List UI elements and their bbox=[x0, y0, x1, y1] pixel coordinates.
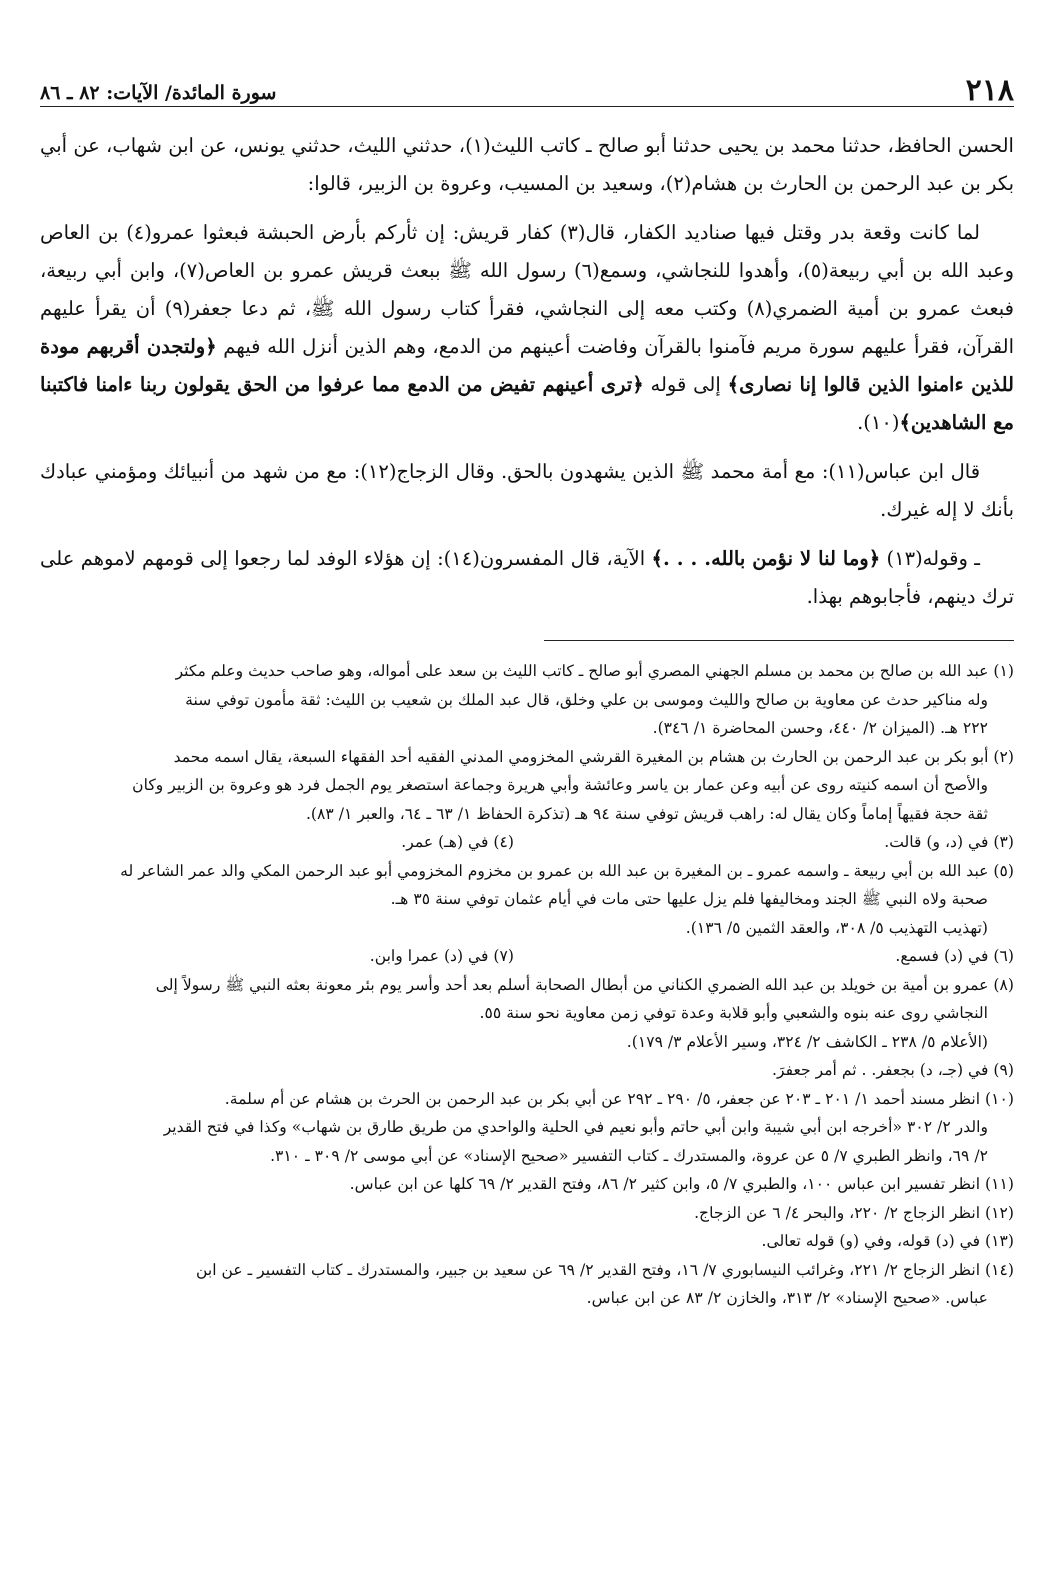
paragraph-narration bbox=[40, 214, 1014, 442]
footnote-7: (٧) في (د) عمرا وابن. bbox=[369, 947, 514, 965]
quran-verse-1: ﴿ولتجدن أقربهم مودة للذين ءامنوا الذين قالوا إنا نصارى﴾ bbox=[40, 335, 1014, 396]
paragraph-ibn-abbas: قال ابن عباس(١١): مع أمة محمد ﷺ الذين يشهدون بالحق. وقال الزجاج(١٢): مع من شهد من أنبيائك ومؤمني عبادك بأنك لا إله غيرك. bbox=[40, 460, 1014, 521]
footnote-6-7-row bbox=[40, 942, 1014, 971]
footnote-5-line-1: (٥) عبد الله بن أبي ربيعة ـ واسمه عمرو ـ بن المغيرة بن عبد الله بن عمرو بن مخزوم المخزومي أبو عبد الرحمن المكي والد عمر الشاعر له bbox=[120, 861, 1014, 880]
footnote-5-line-3: (تهذيب التهذيب ٥/ ٣٠٨، والعقد الثمين ٥/ ١٣٦). bbox=[685, 918, 988, 937]
footnote-14-line-2: عباس. «صحيح الإسناد» ٢/ ٣١٣، والخازن ٢/ ٨٣ عن ابن عباس. bbox=[586, 1289, 988, 1307]
footnote-4: (٤) في (هـ) عمر. bbox=[401, 833, 514, 851]
footnotes bbox=[40, 657, 1014, 1313]
footnote-10-line-2: والدر ٢/ ٣٠٢ «أخرجه ابن أبي شيبة وابن أبي حاتم وأبو نعيم في الحلية والواحدي من طريق طارق بن شهاب» وكذا في فتح القدير bbox=[163, 1118, 988, 1136]
footnote-5-line-2: صحبة ولاه النبي ﷺ الجند ومخاليفها فلم يزل عليها حتى مات في أيام عثمان توفي سنة ٣٥ هـ. bbox=[390, 890, 988, 908]
running-header bbox=[40, 70, 1014, 107]
commentary-end: الآية، قال المفسرون(١٤): إن هؤلاء الوفد لما رجعوا إلى قومهم لاموهم على ترك دينهم، فأجابوهم بهذا. bbox=[40, 547, 1014, 608]
footnote-9: (٩) في (جـ، د) بجعفر. . ثم أمر جعفرَ. bbox=[772, 1061, 1014, 1079]
narration-text: لما كانت وقعة بدر وقتل فيها صناديد الكفار، قال(٣) كفار قريش: إن ثأركم بأرض الحبشة فبعثوا عمرو(٤) بن العاص وعبد الله بن أبي ربيعة(٥)، وأهدوا للنجاشي، وسمع(٦) رسول الله ﷺ ببعث قريش عمرو بن العاص(٧)، وابن أبي ربيعة، فبعث عمرو بن أمية الضمري(٨) وكتب معه إلى النجاشي، فقرأ كتاب رسول الله ﷺ، ثم دعا جعفر(٩) أن يقرأ عليهم القرآن، فقرأ عليهم سورة مريم فآمنوا بالقرآن وفاضت أعينهم من الدمع، وهم الذين أنزل الله فيهم bbox=[40, 221, 1015, 358]
footnote-divider bbox=[544, 640, 1014, 641]
commentary-start: ـ وقوله(١٣) bbox=[880, 547, 980, 570]
footnote-2-line-1: (٢) أبو بكر بن عبد الرحمن بن الحارث بن هشام بن المغيرة القرشي المخزومي المدني الفقيه أحد الفقهاء السبعة، يقال اسمه محمد bbox=[173, 747, 1014, 766]
quran-verse-3: ﴿وما لنا لا نؤمن بالله. . . .﴾ bbox=[651, 547, 881, 570]
footnote-3-4-row bbox=[40, 828, 1014, 857]
quran-verse-2: ﴿ترى أعينهم تفيض من الدمع مما عرفوا من الحق يقولون ربنا ءامنا فاكتبنا مع الشاهدين﴾ bbox=[40, 373, 1014, 434]
footnote-8-line-3: (الأعلام ٥/ ٢٣٨ ـ الكاشف ٢/ ٣٢٤، وسير الأعلام ٣/ ١٧٩). bbox=[626, 1032, 988, 1051]
footnote-6: (٦) في (د) فسمع. bbox=[895, 947, 1014, 965]
footnote-13: (١٣) في (د) قوله، وفي (و) قوله تعالى. bbox=[761, 1232, 1014, 1250]
page-number: ٢١٨ bbox=[965, 73, 1014, 108]
main-text bbox=[40, 127, 1014, 616]
narration-connector: إلى قوله bbox=[643, 373, 728, 396]
footnote-2-line-3: ثقة حجة فقيهاً إماماً وكان يقال له: راهب قريش توفي سنة ٩٤ هـ (تذكرة الحفاظ ١/ ٦٣ ـ ٦٤، والعبر ١/ ٨٣). bbox=[305, 804, 988, 823]
footnote-1-line-2: وله مناكير حدث عن معاوية بن صالح والليث وموسى بن علي وخلق، قال عبد الملك بن شعيب بن الليث: ثقة مأمون توفي سنة bbox=[185, 690, 988, 709]
paragraph-commentary bbox=[40, 540, 1014, 616]
running-title: سورة المائدة/ الآيات: ٨٢ ـ ٨٦ bbox=[40, 82, 277, 104]
footnote-2-line-2: والأصح أن اسمه كنيته روى عن أبيه وعن عمار بن ياسر وعائشة وأبي هريرة وجماعة استصغر يوم الجمل فرد هو وعروة بن الزبير وكان bbox=[132, 776, 988, 794]
footnote-14-line-1: (١٤) انظر الزجاج ٢/ ٢٢١، وغرائب النيسابوري ٧/ ١٦، وفتح القدير ٢/ ٦٩ عن سعيد بن جبير، والمستدرك ـ كتاب التفسير ـ عن ابن bbox=[196, 1260, 1014, 1279]
footnote-1-line-1: (١) عبد الله بن صالح بن محمد بن مسلم الجهني المصري أبو صالح ـ كاتب الليث بن سعد على أمواله، وهو صاحب حديث وعلم مكثر bbox=[175, 662, 1014, 680]
narration-end: (١٠). bbox=[857, 411, 900, 434]
footnote-8-line-2: النجاشي روى عنه بنوه والشعبي وأبو قلابة وعدة توفي زمن معاوية نحو سنة ٥٥. bbox=[479, 1004, 988, 1022]
footnote-1-line-3: ٢٢٢ هـ. (الميزان ٢/ ٤٤٠، وحسن المحاضرة ١/ ٣٤٦). bbox=[652, 719, 988, 737]
footnote-11: (١١) انظر تفسير ابن عباس ١٠٠، والطبري ٧/ ٥، وابن كثير ٢/ ٨٦، وفتح القدير ٢/ ٦٩ كلها عن ابن عباس. bbox=[349, 1175, 1014, 1193]
footnote-12: (١٢) انظر الزجاج ٢/ ٢٢٠، والبحر ٤/ ٦ عن الزجاج. bbox=[694, 1203, 1014, 1222]
footnote-10-line-1: (١٠) انظر مسند أحمد ١/ ٢٠١ ـ ٢٠٣ عن جعفر، ٥/ ٢٩٠ ـ ٢٩٢ عن أبي بكر بن عبد الرحمن بن الحرث بن هشام عن أم سلمة. bbox=[224, 1089, 1014, 1108]
paragraph-isnad: الحسن الحافظ، حدثنا محمد بن يحيى حدثنا أبو صالح ـ كاتب الليث(١)، حدثني الليث، حدثني يونس، عن ابن شهاب، عن أبي بكر بن عبد الرحمن بن الحارث بن هشام(٢)، وسعيد بن المسيب، وعروة بن الزبير، قالوا: bbox=[40, 134, 1014, 195]
footnote-3: (٣) في (د، و) قالت. bbox=[884, 833, 1014, 851]
footnote-10-line-3: ٢/ ٦٩، وانظر الطبري ٧/ ٥ عن عروة، والمستدرك ـ كتاب التفسير «صحيح الإسناد» عن أبي موسى ٢/ ٣٠٩ ـ ٣١٠. bbox=[270, 1146, 988, 1165]
footnote-8-line-1: (٨) عمرو بن أمية بن خويلد بن عبد الله الضمري الكناني من أبطال الصحابة أسلم بعد أحد وأسر يوم بئر معونة بعثه النبي ﷺ رسولاً إلى bbox=[155, 975, 1014, 994]
